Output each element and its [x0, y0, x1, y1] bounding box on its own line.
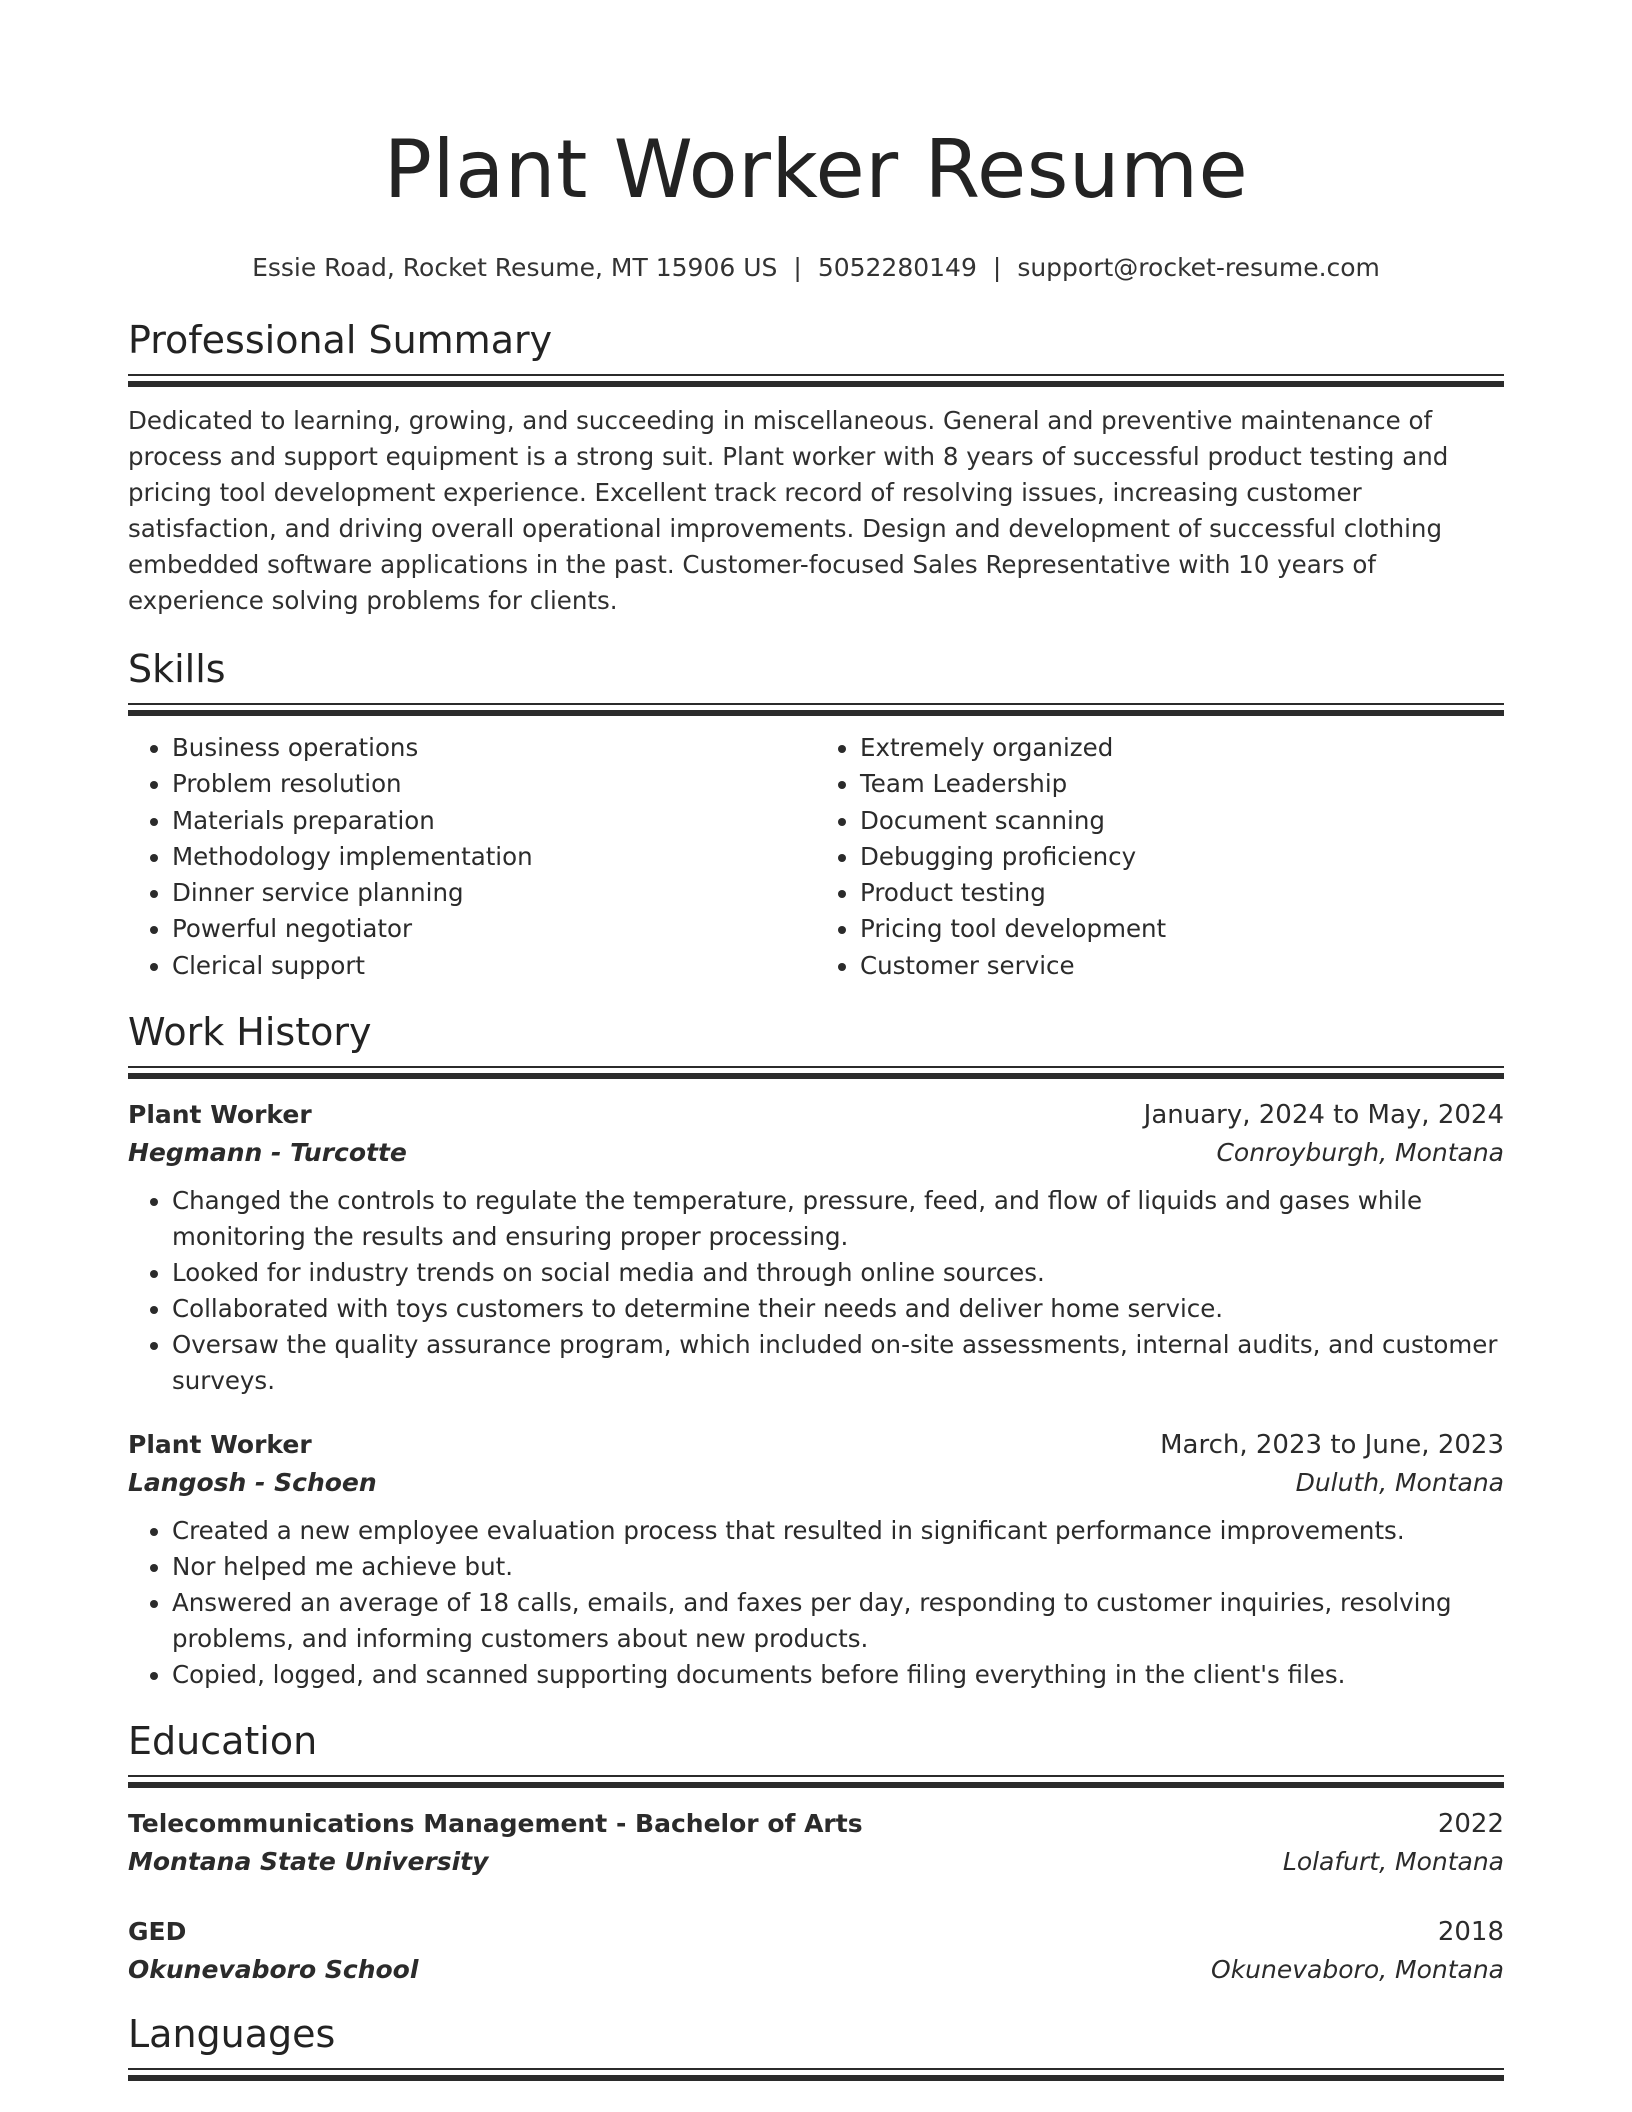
education-degree: GED	[128, 1917, 187, 1947]
job-subheader	[128, 1135, 1504, 1171]
job-bullet: • Created a new employee evaluation process that resulted in significant performance improvements.	[172, 1513, 1504, 1549]
job-bullet: • Oversaw the quality assurance program, which included on-site assessments, internal audits, and customer surveys.	[172, 1327, 1504, 1399]
job-title: Plant Worker	[128, 1430, 312, 1460]
skill-item: • Extremely organized	[860, 730, 1504, 766]
job-bullet: • Collaborated with toys customers to determine their needs and deliver home service.	[172, 1291, 1504, 1327]
section-divider	[128, 1066, 1504, 1068]
job-bullet: • Changed the controls to regulate the temperature, pressure, feed, and flow of liquids and gases while monitoring the results and ensuring proper processing.	[172, 1183, 1504, 1255]
section-divider	[128, 2075, 1504, 2081]
contact-email: support@rocket-resume.com	[1017, 253, 1380, 282]
education-year: 2022	[1437, 1809, 1504, 1840]
job-location: Duluth, Montana	[1295, 1468, 1504, 1498]
languages-section	[128, 2010, 1504, 2081]
education-entry	[128, 1912, 1504, 1988]
skill-item: • Customer service	[860, 948, 1504, 984]
job-bullets	[128, 1183, 1504, 1399]
job-dates: January, 2024 to May, 2024	[1143, 1100, 1504, 1131]
education-header	[128, 1804, 1504, 1844]
education-location: Lolafurt, Montana	[1282, 1847, 1504, 1877]
section-heading-skills: Skills	[128, 647, 226, 691]
education-year: 2018	[1437, 1917, 1504, 1948]
job-title: Plant Worker	[128, 1100, 312, 1130]
skills-list-left	[128, 730, 816, 984]
job-entry	[128, 1425, 1504, 1693]
education-section	[128, 1717, 1504, 1988]
skills-section	[128, 645, 1504, 984]
education-subheader	[128, 1844, 1504, 1880]
job-bullet: • Copied, logged, and scanned supporting documents before filing everything in the client's files.	[172, 1657, 1504, 1693]
job-location: Conroyburgh, Montana	[1216, 1138, 1504, 1168]
section-divider	[128, 374, 1504, 376]
resume-page	[128, 0, 1504, 2081]
skills-columns	[128, 730, 1504, 984]
job-company: Langosh - Schoen	[128, 1468, 377, 1498]
section-divider	[128, 2068, 1504, 2070]
contact-address: Essie Road, Rocket Resume, MT 15906 US	[252, 253, 778, 282]
job-subheader	[128, 1465, 1504, 1501]
job-bullet: • Looked for industry trends on social media and through online sources.	[172, 1255, 1504, 1291]
skill-item: • Methodology implementation	[172, 839, 816, 875]
skill-item: • Pricing tool development	[860, 911, 1504, 947]
job-entry	[128, 1095, 1504, 1399]
work-section	[128, 1008, 1504, 1693]
education-header	[128, 1912, 1504, 1952]
resume-title: Plant Worker Resume	[383, 123, 1249, 216]
section-divider	[128, 710, 1504, 716]
education-school: Montana State University	[128, 1847, 489, 1877]
skill-item: • Product testing	[860, 875, 1504, 911]
section-divider	[128, 1775, 1504, 1777]
job-company: Hegmann - Turcotte	[128, 1138, 407, 1168]
education-location: Okunevaboro, Montana	[1211, 1955, 1504, 1985]
job-bullets	[128, 1513, 1504, 1693]
job-header	[128, 1425, 1504, 1465]
skills-list-right	[816, 730, 1504, 984]
skill-item: • Document scanning	[860, 803, 1504, 839]
education-school: Okunevaboro School	[128, 1955, 419, 1985]
contact-phone: 5052280149	[817, 253, 977, 282]
contact-separator: |	[793, 253, 802, 282]
job-bullet: • Answered an average of 18 calls, emails, and faxes per day, responding to customer inquiries, resolving problems, and informing customers about new products.	[172, 1585, 1504, 1657]
section-heading-languages: Languages	[128, 2012, 336, 2057]
job-header	[128, 1095, 1504, 1135]
skill-item: • Materials preparation	[172, 803, 816, 839]
section-divider	[128, 703, 1504, 705]
skill-item: • Business operations	[172, 730, 816, 766]
section-heading-work: Work History	[128, 1010, 372, 1055]
education-degree: Telecommunications Management - Bachelor of Arts	[128, 1809, 863, 1839]
education-subheader	[128, 1952, 1504, 1988]
contact-separator: |	[992, 253, 1002, 282]
summary-text: Dedicated to learning, growing, and succeeding in miscellaneous. General and preventive maintenance of process and support equipment is a strong suit. Plant worker with 8 years of successful product testing and pricing tool development experience. Excellent track record of resolving issues, increasing customer satisfaction, and driving overall operational improvements. Design and development of successful clothing embedded software applications in the past. Customer-focused Sales Representative with 10 years of experience solving problems for clients.	[128, 406, 1449, 615]
section-heading-education: Education	[128, 1719, 318, 1764]
section-divider	[128, 1782, 1504, 1788]
job-dates: March, 2023 to June, 2023	[1160, 1430, 1504, 1461]
section-heading-summary: Professional Summary	[128, 318, 553, 362]
summary-section	[128, 316, 1504, 619]
skill-item: • Team Leadership	[860, 766, 1504, 802]
education-entry	[128, 1804, 1504, 1880]
skill-item: • Problem resolution	[172, 766, 816, 802]
skill-item: • Clerical support	[172, 948, 816, 984]
contact-line	[128, 252, 1504, 284]
skill-item: • Powerful negotiator	[172, 911, 816, 947]
skill-item: • Dinner service planning	[172, 875, 816, 911]
job-bullet: • Nor helped me achieve but.	[172, 1549, 1504, 1585]
section-divider	[128, 381, 1504, 387]
skill-item: • Debugging proficiency	[860, 839, 1504, 875]
section-divider	[128, 1073, 1504, 1079]
